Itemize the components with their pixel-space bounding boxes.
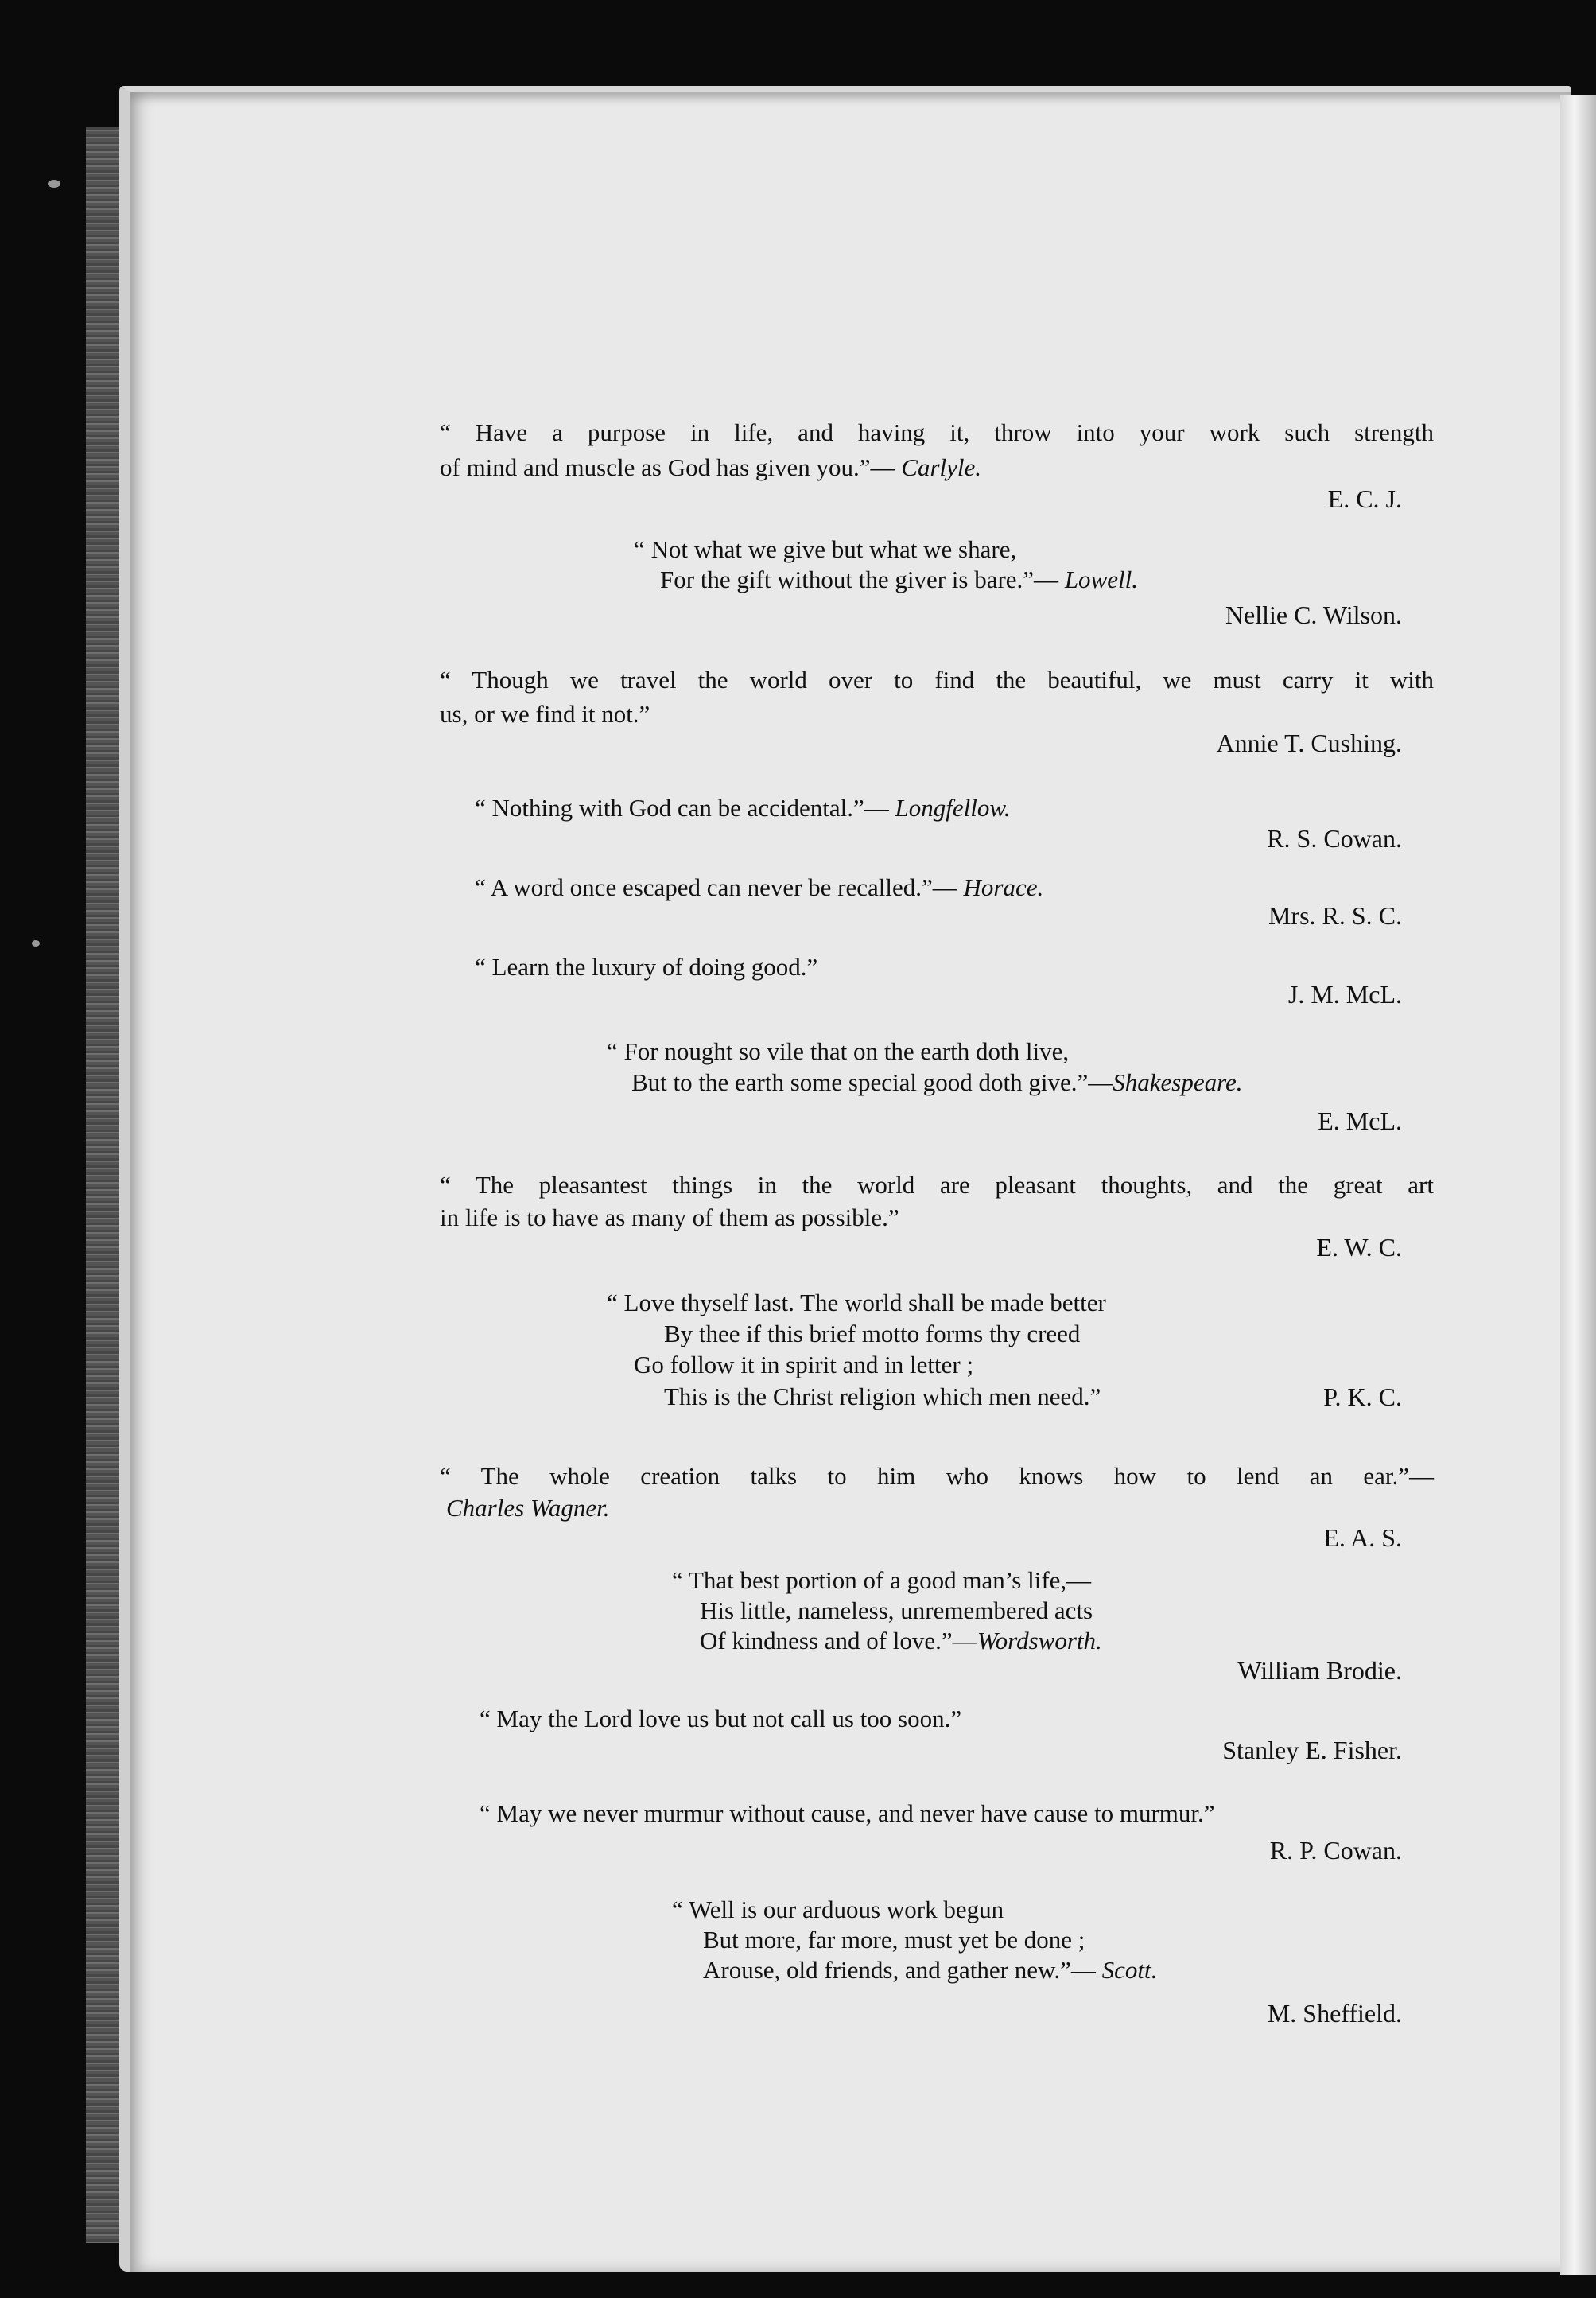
quote-line: “ The whole creation talks to him who knows how to lend an ear.”—	[440, 1462, 1434, 1490]
quote-source: Shakespeare.	[1113, 1068, 1243, 1096]
attribution: J. M. McL.	[1287, 980, 1402, 1009]
quote-line	[475, 872, 1043, 904]
quote-source: Carlyle.	[901, 453, 982, 481]
quote-line: us, or we find it not.”	[440, 700, 650, 728]
poem-line	[631, 1067, 1243, 1098]
quote-source: Lowell.	[1064, 566, 1138, 593]
quote-text: Of kindness and of love.”—	[700, 1627, 977, 1654]
quote-text: “ Nothing with God can be accidental.”—	[475, 794, 895, 822]
poem-line: “ Not what we give but what we share,	[634, 535, 1017, 563]
poem-line: “ For nought so vile that on the earth doth live,	[607, 1037, 1070, 1065]
poem-line	[700, 1625, 1102, 1657]
page-right-edge	[1560, 95, 1596, 2275]
quote-source: Horace.	[963, 873, 1044, 901]
poem-line: His little, nameless, unremembered acts	[700, 1596, 1093, 1624]
quote-line: “ Have a purpose in life, and having it, throw into your work such strength	[440, 418, 1434, 446]
quote-text: For the gift without the giver is bare.”—	[660, 566, 1065, 593]
attribution: E. McL.	[1318, 1106, 1402, 1135]
poem-line	[660, 564, 1138, 596]
attribution: E. W. C.	[1316, 1233, 1402, 1262]
quote-text: “ A word once escaped can never be recalled.”—	[475, 873, 964, 901]
poem-line: By thee if this brief motto forms thy creed	[664, 1320, 1081, 1347]
quote-line: “ May the Lord love us but not call us too soon.”	[480, 1705, 962, 1732]
quote-source: Scott.	[1101, 1956, 1158, 1984]
quote-line: in life is to have as many of them as possible.”	[440, 1203, 899, 1231]
attribution: M. Sheffield.	[1267, 1999, 1402, 2028]
scan-speck	[48, 180, 60, 188]
poem-line: But more, far more, must yet be done ;	[703, 1926, 1085, 1954]
quote-text: of mind and muscle as God has given you.”—	[440, 453, 902, 481]
attribution: P. K. C.	[1323, 1382, 1402, 1411]
attribution: William Brodie.	[1237, 1656, 1402, 1685]
poem-line: Go follow it in spirit and in letter ;	[634, 1351, 974, 1378]
poem-line: This is the Christ religion which men need.”	[664, 1382, 1101, 1410]
poem-line: “ Love thyself last. The world shall be made better	[607, 1289, 1106, 1316]
attribution: E. C. J.	[1327, 484, 1402, 513]
quote-source: Charles Wagner.	[446, 1494, 610, 1522]
quote-text: Arouse, old friends, and gather new.”—	[703, 1956, 1102, 1984]
poem-line	[703, 1954, 1157, 1986]
quote-source: Wordsworth.	[977, 1627, 1102, 1654]
attribution: Mrs. R. S. C.	[1268, 901, 1402, 930]
attribution: R. P. Cowan.	[1269, 1836, 1402, 1864]
attribution: Nellie C. Wilson.	[1225, 601, 1402, 629]
quote-text: But to the earth some special good doth give.”—	[631, 1068, 1113, 1096]
attribution: R. S. Cowan.	[1267, 824, 1402, 853]
attribution: E. A. S.	[1323, 1523, 1402, 1552]
quote-line: “ Learn the luxury of doing good.”	[475, 953, 818, 981]
scan-speck	[32, 940, 40, 947]
quote-source: Longfellow.	[895, 794, 1011, 822]
quote-line: “ May we never murmur without cause, and never have cause to murmur.”	[480, 1799, 1215, 1827]
quote-line: “ Though we travel the world over to find the beautiful, we must carry it with	[440, 666, 1434, 694]
quote-line	[475, 792, 1011, 824]
book-binding-edge	[86, 127, 119, 2243]
quote-line	[440, 452, 981, 484]
attribution: Stanley E. Fisher.	[1222, 1736, 1402, 1764]
poem-line: “ That best portion of a good man’s life,—	[672, 1566, 1092, 1594]
quote-line: “ The pleasantest things in the world are pleasant thoughts, and the great art	[440, 1171, 1434, 1199]
attribution: Annie T. Cushing.	[1216, 729, 1402, 757]
poem-line: “ Well is our arduous work begun	[672, 1896, 1004, 1923]
